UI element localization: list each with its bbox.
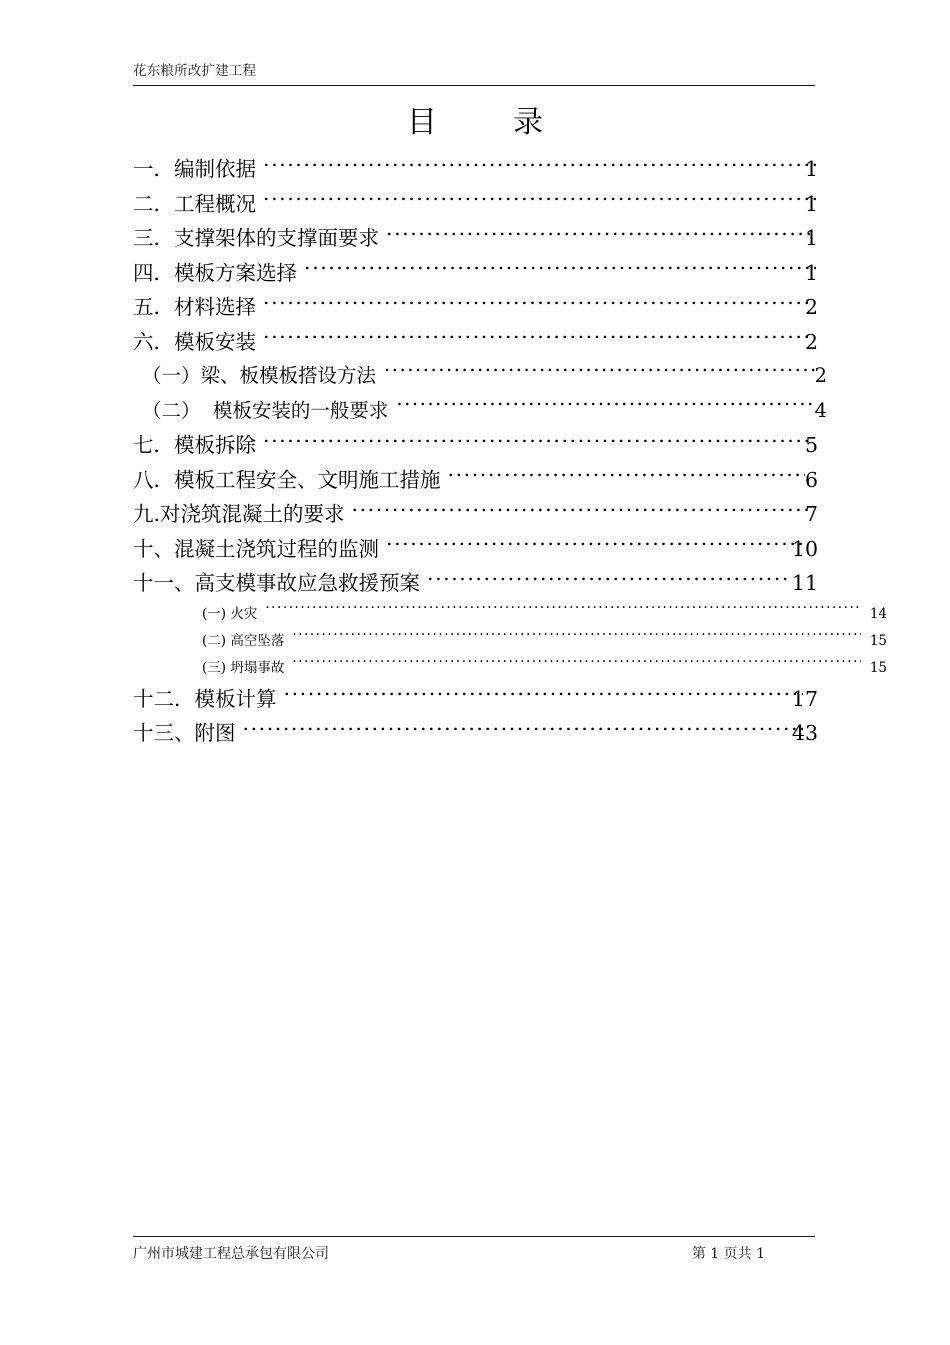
- toc-entry-label: 四．模板方案选择: [133, 260, 297, 285]
- toc-entry-page-number: 2: [814, 364, 827, 387]
- toc-entry-label: 八．模板工程安全、文明施工措施: [133, 467, 441, 492]
- toc-dot-leader: [263, 294, 812, 315]
- toc-entry[interactable]: [133, 655, 887, 682]
- toc-entry-page-number: 11: [791, 571, 818, 595]
- toc-entry-page-number: 15: [869, 632, 887, 649]
- toc-entry-label: 二．工程概况: [133, 191, 256, 216]
- toc-entry-page-number: 2: [804, 329, 818, 354]
- toc-dot-leader: [352, 501, 812, 522]
- toc-entry-label: (一) 火灾: [202, 605, 258, 622]
- toc-entry[interactable]: [133, 325, 818, 360]
- toc-entry[interactable]: [133, 497, 818, 532]
- toc-entry-page-number: 1: [804, 260, 818, 285]
- toc-entry-label: 九.对浇筑混凝土的要求: [133, 502, 345, 526]
- toc-dot-leader: [263, 432, 812, 453]
- toc-dot-leader: [243, 720, 803, 741]
- toc-dot-leader: [304, 259, 816, 280]
- toc-entry-page-number: 7: [804, 502, 818, 526]
- toc-entry-label: (二) 高空坠落: [202, 632, 285, 649]
- toc-dot-leader: [265, 604, 860, 618]
- toc-dot-leader: [292, 658, 860, 672]
- toc-entry-label: 十三、附图: [133, 721, 236, 745]
- toc-entry[interactable]: [133, 152, 818, 187]
- toc-entry[interactable]: [133, 428, 818, 463]
- toc-entry-label: 七．模板拆除: [133, 433, 256, 457]
- header-divider: [133, 85, 815, 86]
- footer-company-name: 广州市城建工程总承包有限公司: [133, 1246, 329, 1262]
- toc-dot-leader: [384, 363, 815, 383]
- toc-dot-leader: [263, 190, 816, 211]
- toc-dot-leader: [386, 535, 803, 556]
- toc-entry[interactable]: [133, 532, 818, 567]
- toc-dot-leader: [263, 328, 812, 349]
- toc-dot-leader: [292, 631, 860, 645]
- footer-page-indicator: 第 1 页共 1: [691, 1246, 765, 1262]
- toc-entry-label: 五．材料选择: [133, 295, 256, 319]
- footer-divider: [133, 1236, 815, 1237]
- toc-entry[interactable]: [133, 566, 818, 601]
- toc-entry-label: (三) 坍塌事故: [202, 659, 285, 676]
- toc-entry-label: 一．编制依据: [133, 157, 256, 181]
- page-title: 目 录: [406, 105, 544, 140]
- toc-entry-label: （二） 模板安装的一般要求: [142, 398, 389, 422]
- toc-entry[interactable]: [133, 601, 887, 628]
- toc-dot-leader: [263, 156, 816, 177]
- toc-entry[interactable]: [133, 628, 887, 655]
- table-of-contents: [133, 152, 887, 751]
- toc-entry-label: （一）梁、板模板搭设方法: [142, 364, 377, 387]
- header-project-title: 花东粮所改扩建工程: [133, 63, 257, 79]
- toc-entry[interactable]: [133, 256, 818, 291]
- toc-entry-page-number: 14: [869, 605, 887, 622]
- toc-dot-leader: [386, 225, 812, 246]
- toc-entry-page-number: 1: [804, 226, 818, 250]
- toc-entry[interactable]: [133, 682, 818, 717]
- toc-entry-page-number: 15: [869, 659, 887, 676]
- toc-dot-leader: [448, 466, 805, 487]
- toc-dot-leader: [427, 570, 792, 591]
- toc-entry-label: 十、混凝土浇筑过程的监测: [133, 536, 379, 561]
- toc-entry-label: 十二．模板计算: [133, 686, 277, 711]
- toc-entry[interactable]: [133, 394, 827, 429]
- toc-entry[interactable]: [133, 290, 818, 325]
- toc-entry[interactable]: [133, 463, 818, 498]
- toc-entry-label: 十一、高支模事故应急救援预案: [133, 571, 420, 595]
- toc-dot-leader: [396, 397, 814, 417]
- running-header: [133, 62, 815, 86]
- toc-entry-page-number: 43: [791, 721, 818, 745]
- toc-entry-page-number: 10: [791, 536, 818, 561]
- toc-entry[interactable]: [133, 187, 818, 222]
- toc-dot-leader: [284, 685, 803, 706]
- toc-entry-page-number: 5: [804, 433, 818, 457]
- toc-entry[interactable]: [133, 359, 827, 394]
- toc-entry-page-number: 17: [791, 686, 818, 711]
- toc-entry-page-number: 6: [804, 467, 818, 492]
- toc-entry-label: 三．支撑架体的支撑面要求: [133, 226, 379, 250]
- toc-entry-page-number: 1: [804, 191, 818, 216]
- toc-entry-page-number: 4: [814, 398, 827, 422]
- toc-entry-page-number: 2: [804, 295, 818, 319]
- toc-entry-label: 六．模板安装: [133, 329, 256, 354]
- toc-entry[interactable]: [133, 716, 818, 751]
- toc-entry-page-number: 1: [804, 157, 818, 181]
- toc-entry[interactable]: [133, 221, 818, 256]
- running-footer: [133, 1236, 815, 1264]
